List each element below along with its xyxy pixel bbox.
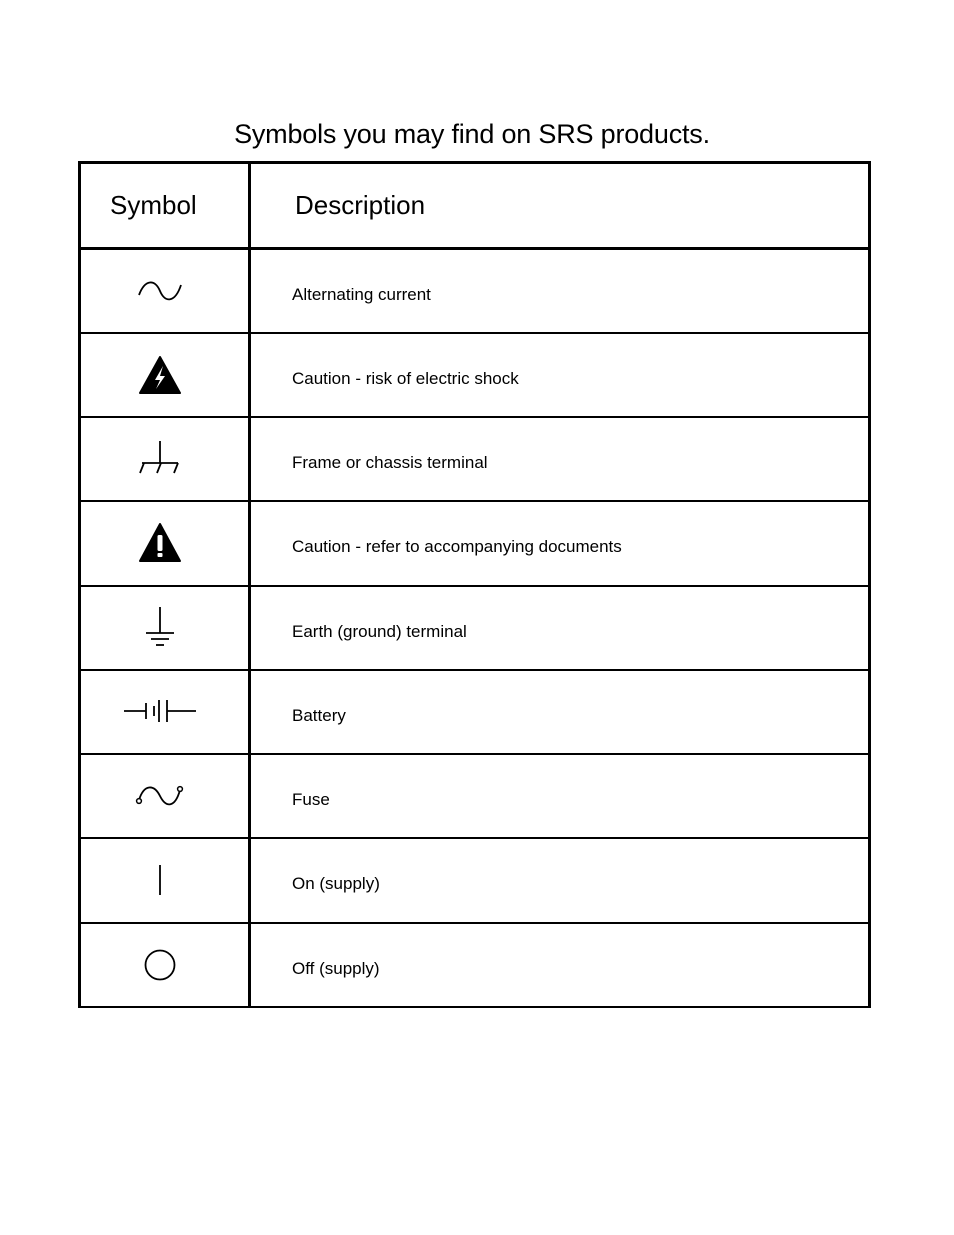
table-row [80, 333, 870, 417]
chassis-terminal-icon [136, 439, 184, 479]
symbol-cell [80, 670, 250, 754]
power-on-icon [150, 863, 170, 897]
description-cell: Battery [250, 670, 870, 754]
symbol-cell [80, 586, 250, 670]
table-row [80, 417, 870, 501]
description-cell: Frame or chassis terminal [250, 417, 870, 501]
symbol-table [78, 161, 871, 1008]
symbol-cell [80, 417, 250, 501]
power-off-icon [142, 947, 178, 983]
table-row [80, 586, 870, 670]
description-cell: Earth (ground) terminal [250, 586, 870, 670]
table-row [80, 249, 870, 333]
table-row [80, 923, 870, 1007]
table-row [80, 670, 870, 754]
description-column-header: Description [250, 163, 870, 249]
alternating-current-icon [136, 275, 184, 307]
symbol-cell [80, 333, 250, 417]
table-header-row [80, 163, 870, 249]
battery-icon [122, 697, 198, 727]
symbol-cell [80, 754, 250, 838]
symbol-cell [80, 501, 250, 585]
description-cell: Caution - refer to accompanying documents [250, 501, 870, 585]
description-cell: Fuse [250, 754, 870, 838]
table-row [80, 754, 870, 838]
table-row [80, 501, 870, 585]
symbol-cell [80, 249, 250, 333]
table-row [80, 838, 870, 922]
symbol-cell [80, 923, 250, 1007]
earth-ground-icon [140, 605, 180, 651]
description-cell: Caution - risk of electric shock [250, 333, 870, 417]
fuse-icon [134, 780, 186, 812]
caution-exclamation-icon [138, 522, 182, 564]
description-cell: Alternating current [250, 249, 870, 333]
symbol-column-header: Symbol [80, 163, 250, 249]
description-cell: Off (supply) [250, 923, 870, 1007]
electric-shock-warning-icon [138, 355, 182, 395]
description-cell: On (supply) [250, 838, 870, 922]
page-title: Symbols you may find on SRS products. [234, 119, 710, 149]
symbol-cell [80, 838, 250, 922]
